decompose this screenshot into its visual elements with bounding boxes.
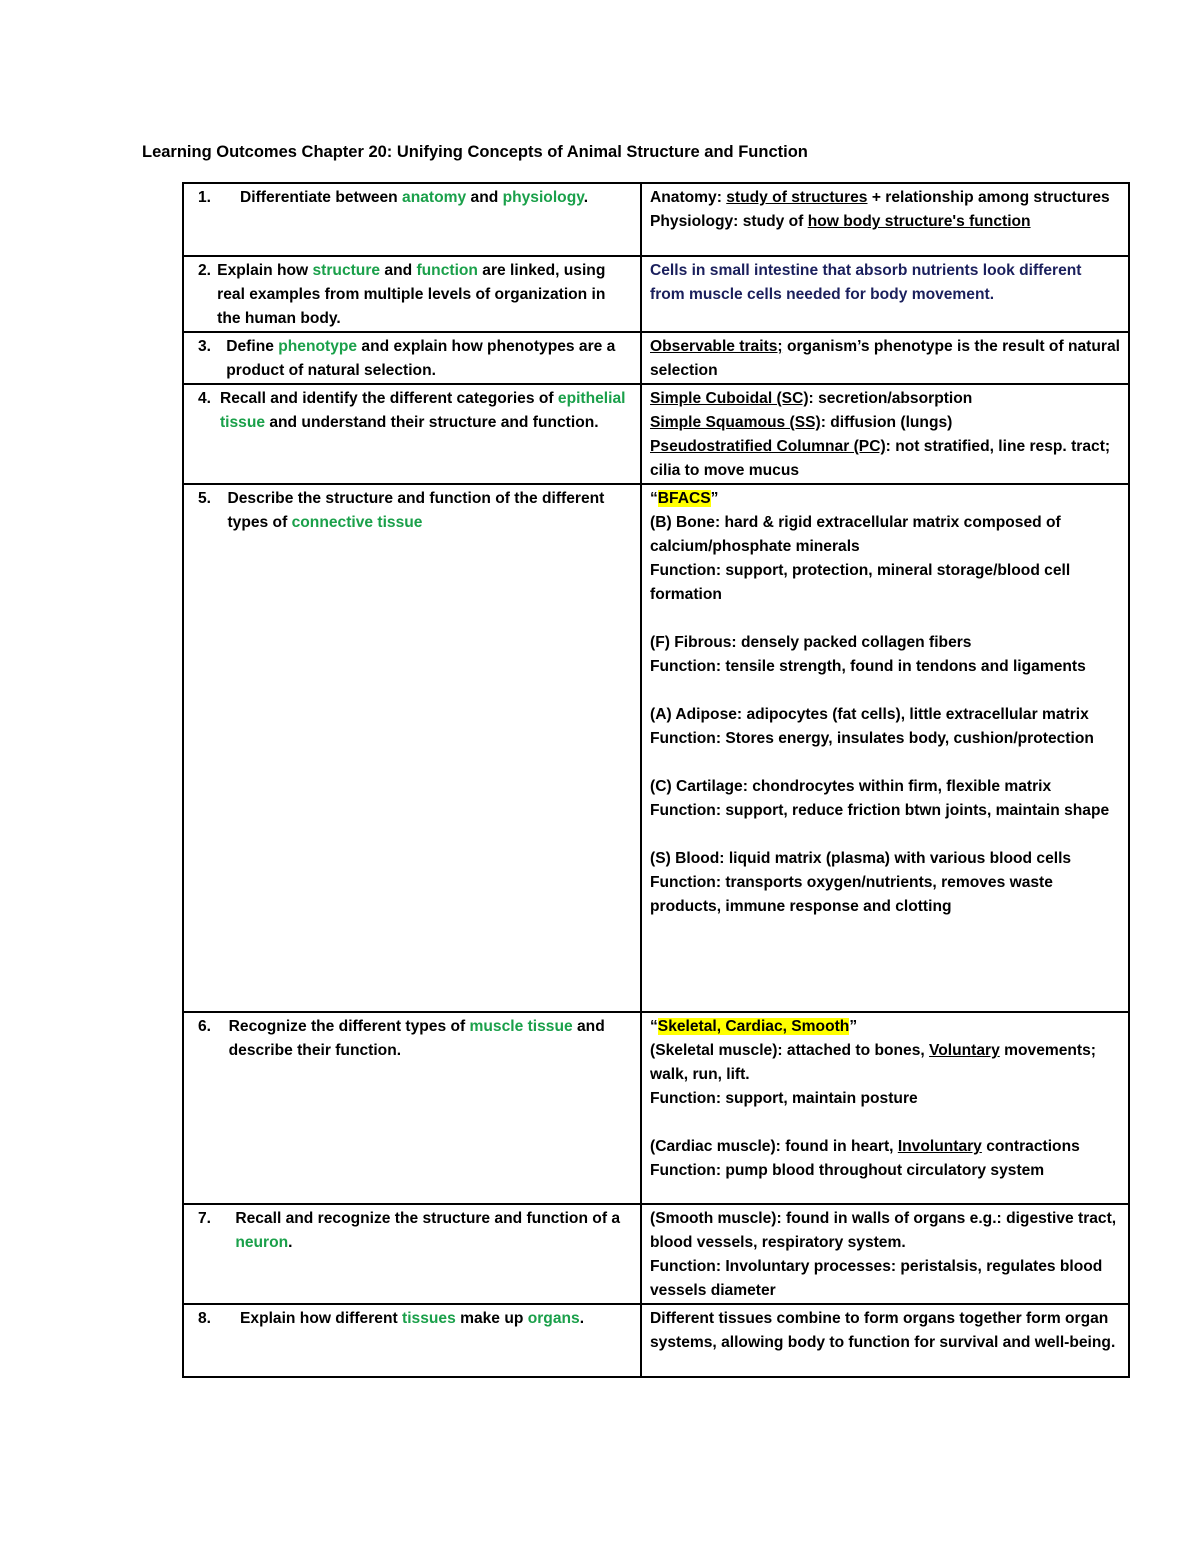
- outcome-text: Explain how structure and function are linked, using real examples from multiple levels of organization in the human body.: [217, 262, 606, 327]
- outcome-cell: [183, 1304, 641, 1377]
- outcome-text: Recognize the different types of muscle tissue and describe their function.: [228, 1018, 605, 1059]
- highlight-mnemonic: BFACS: [657, 490, 711, 507]
- outcome-cell: [183, 332, 641, 384]
- outcome-number: 6.: [198, 1018, 212, 1035]
- learning-outcomes-table: [182, 182, 1130, 1378]
- key-term: structure: [312, 262, 381, 279]
- table-row: [183, 332, 1129, 384]
- table-row: [183, 1204, 1129, 1304]
- answer-cell: Observable traits; organism’s phenotype is the result of natural selection: [641, 332, 1129, 384]
- key-term: tissues: [402, 1310, 456, 1327]
- key-term: physiology: [502, 189, 584, 206]
- key-term: anatomy: [402, 189, 467, 206]
- answer-cell: “BFACS” (B) Bone: hard & rigid extracellular matrix composed of calcium/phosphate minerals Function: support, protection, mineral storage/blood cell formation (F) Fibrous: densely packed collagen fibers Function: tensile strength, found in tendons and ligaments (A) Adipose: adipocytes (fat cells), little extracellular matrix Function: Stores energy, insulates body, cushion/protection (C) Cartilage: chondrocytes within firm, flexible matrix Function: support, reduce friction btwn joints, maintain shape (S) Blood: liquid matrix (plasma) with various blood cells Function: transports oxygen/nutrients, removes waste products, immune response and clotting: [641, 484, 1129, 1012]
- outcome-number: 8.: [198, 1310, 212, 1327]
- outcome-number: 1.: [198, 189, 212, 206]
- outcome-cell: [183, 484, 641, 1012]
- key-term: epithelial tissue: [219, 390, 626, 431]
- table-row: [183, 384, 1129, 484]
- answer-cell: Different tissues combine to form organs together form organ systems, allowing body to function for survival and well-being.: [641, 1304, 1129, 1377]
- table-row: [183, 484, 1129, 1012]
- outcome-number: 5.: [198, 490, 212, 507]
- table-row: [183, 256, 1129, 332]
- answer-cell: “Skeletal, Cardiac, Smooth” (Skeletal muscle): attached to bones, Voluntary movements; walk, run, lift. Function: support, maintain posture (Cardiac muscle): found in heart, Involuntary contractions Function: pump blood throughout circulatory system: [641, 1012, 1129, 1204]
- key-term: neuron: [235, 1234, 289, 1251]
- outcome-text: Define phenotype and explain how phenotypes are a product of natural selection.: [226, 338, 616, 379]
- answer-cell: Simple Cuboidal (SC): secretion/absorption Simple Squamous (SS): diffusion (lungs) Pseudostratified Columnar (PC): not stratified, line resp. tract; cilia to move mucus: [641, 384, 1129, 484]
- outcome-cell: [183, 384, 641, 484]
- page-title: Learning Outcomes Chapter 20: Unifying Concepts of Animal Structure and Function: [142, 143, 808, 161]
- outcome-cell: [183, 256, 641, 332]
- table-row: [183, 1304, 1129, 1377]
- key-term: connective tissue: [291, 514, 423, 531]
- key-term: muscle tissue: [469, 1018, 573, 1035]
- key-term: organs: [527, 1310, 580, 1327]
- outcome-text: Recall and recognize the structure and function of a neuron.: [235, 1210, 621, 1251]
- outcome-text: Recall and identify the different categories of epithelial tissue and understand their structure and function.: [219, 390, 626, 431]
- table-row: [183, 183, 1129, 256]
- outcome-cell: [183, 183, 641, 256]
- outcome-cell: [183, 1204, 641, 1304]
- table-row: [183, 1012, 1129, 1204]
- outcome-text: Describe the structure and function of the different types of connective tissue: [227, 490, 605, 531]
- answer-cell: Cells in small intestine that absorb nutrients look different from muscle cells needed for body movement.: [641, 256, 1129, 332]
- outcome-cell: [183, 1012, 641, 1204]
- highlight-mnemonic: Skeletal, Cardiac, Smooth: [657, 1018, 850, 1035]
- outcome-number: 7.: [198, 1210, 212, 1227]
- outcome-number: 4.: [198, 390, 212, 407]
- key-term: function: [416, 262, 478, 279]
- outcome-number: 3.: [198, 338, 212, 355]
- outcome-text: Explain how different tissues make up organs.: [240, 1310, 585, 1327]
- outcome-number: 2.: [198, 262, 212, 279]
- outcome-text: Differentiate between anatomy and physiology.: [240, 189, 589, 206]
- key-term: phenotype: [278, 338, 358, 355]
- answer-cell: Anatomy: study of structures + relationship among structures Physiology: study of how body structure's function: [641, 183, 1129, 256]
- answer-cell: (Smooth muscle): found in walls of organs e.g.: digestive tract, blood vessels, respiratory system. Function: Involuntary processes: peristalsis, regulates blood vessels diameter: [641, 1204, 1129, 1304]
